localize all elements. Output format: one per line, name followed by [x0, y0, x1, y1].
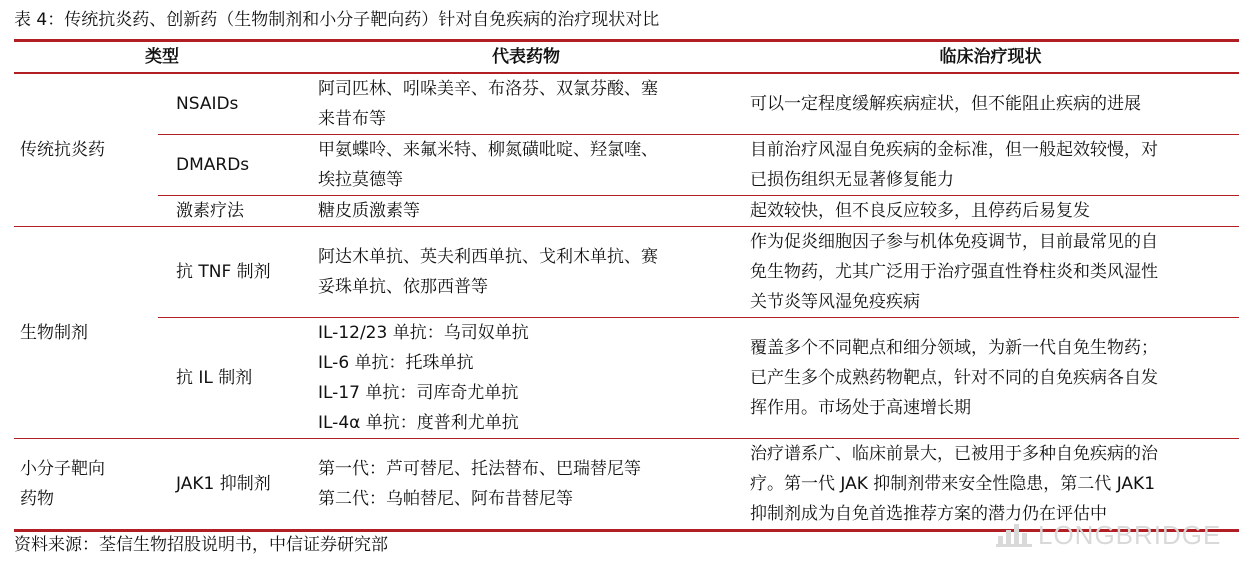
- drugs-line: 糖皮质激素等: [318, 201, 420, 221]
- group-biologics: 生物制剂: [14, 227, 158, 439]
- status-line: 起效较快，但不良反应较多，且停药后易复发: [750, 201, 1090, 221]
- status-line: 已产生多个成熟药物靶点，针对不同的自免疾病各自发: [750, 368, 1158, 388]
- subtype-cell: 抗 TNF 制剂: [158, 227, 310, 318]
- drugs-line: 甲氨蝶呤、来氟米特、柳氮磺吡啶、羟氯喹、: [318, 140, 658, 160]
- subtype-cell: DMARDs: [158, 135, 310, 196]
- table-row: [14, 196, 1239, 227]
- status-line: 可以一定程度缓解疾病症状，但不能阻止疾病的进展: [750, 94, 1141, 114]
- drugs-line: 阿司匹林、吲哚美辛、布洛芬、双氯芬酸、塞: [318, 79, 658, 99]
- header-status: 临床治疗现状: [742, 41, 1239, 74]
- comparison-table: [14, 39, 1239, 532]
- status-cell: [742, 135, 1239, 196]
- drugs-cell: [310, 318, 742, 439]
- drugs-line: IL-6 单抗：托珠单抗: [318, 353, 474, 373]
- header-drugs: 代表药物: [310, 41, 742, 74]
- drugs-line: IL-17 单抗：司库奇尤单抗: [318, 383, 519, 403]
- watermark-logo: [996, 520, 1221, 551]
- longbridge-logo-icon: [996, 522, 1032, 547]
- status-line: 治疗谱系广、临床前景大，已被用于多种自免疾病的治: [750, 444, 1158, 464]
- table-row: [14, 318, 1239, 439]
- drugs-cell: [310, 73, 742, 135]
- drugs-line: 来昔布等: [318, 109, 386, 129]
- status-cell: [742, 227, 1239, 318]
- status-cell: [742, 439, 1239, 531]
- status-line: 抑制剂成为自免首选推荐方案的潜力仍在评估中: [750, 504, 1107, 524]
- drugs-line: 第一代：芦可替尼、托法替布、巴瑞替尼等: [318, 459, 641, 479]
- status-line: 目前治疗风湿自免疾病的金标准，但一般起效较慢，对: [750, 140, 1158, 160]
- watermark-text: LONGBRIDGE: [1038, 520, 1222, 550]
- subtype-cell: 抗 IL 制剂: [158, 318, 310, 439]
- drugs-line: 阿达木单抗、英夫利西单抗、戈利木单抗、赛: [318, 247, 658, 267]
- status-cell: [742, 73, 1239, 135]
- drugs-line: IL-12/23 单抗：乌司奴单抗: [318, 323, 529, 343]
- status-cell: [742, 318, 1239, 439]
- subtype-cell: JAK1 抑制剂: [158, 439, 310, 531]
- table-title: 表 4：传统抗炎药、创新药（生物制剂和小分子靶向药）针对自免疾病的治疗现状对比: [14, 10, 660, 30]
- header-row: [14, 41, 1239, 74]
- status-line: 挥作用。市场处于高速增长期: [750, 398, 971, 418]
- subtype-cell: NSAIDs: [176, 94, 239, 114]
- source-note: 资料来源：荃信生物招股说明书，中信证券研究部: [14, 535, 388, 555]
- group-label-line: 药物: [20, 489, 54, 509]
- status-line: 作为促炎细胞因子参与机体免疫调节，目前最常见的自: [750, 232, 1158, 252]
- drugs-line: IL-4α 单抗：度普利尤单抗: [318, 413, 519, 433]
- drugs-cell: [310, 227, 742, 318]
- status-line: 疗。第一代 JAK 抑制剂带来安全性隐患，第二代 JAK1: [750, 474, 1156, 494]
- header-type: 类型: [14, 41, 310, 74]
- status-line: 关节炎等风湿免疫疾病: [750, 292, 920, 312]
- table-row: [14, 227, 1239, 318]
- drugs-line: 第二代：乌帕替尼、阿布昔替尼等: [318, 489, 573, 509]
- drugs-line: 埃拉莫德等: [318, 170, 403, 190]
- subtype-cell: 激素疗法: [158, 196, 310, 227]
- drugs-cell: [310, 439, 742, 531]
- group-traditional: 传统抗炎药: [20, 140, 105, 160]
- group-label-line: 小分子靶向: [20, 459, 105, 479]
- drugs-cell: [310, 135, 742, 196]
- table-row: [14, 439, 1239, 531]
- status-line: 覆盖多个不同靶点和细分领域，为新一代自免生物药；: [750, 338, 1158, 358]
- status-line: 已损伤组织无显著修复能力: [750, 170, 954, 190]
- status-cell: [742, 196, 1239, 227]
- drugs-cell: [310, 196, 742, 227]
- drugs-line: 妥珠单抗、依那西普等: [318, 277, 488, 297]
- table-row: [14, 73, 1239, 135]
- group-small-molecule: [14, 439, 158, 531]
- status-line: 免生物药，尤其广泛用于治疗强直性脊柱炎和类风湿性: [750, 262, 1158, 282]
- table-row: [14, 135, 1239, 196]
